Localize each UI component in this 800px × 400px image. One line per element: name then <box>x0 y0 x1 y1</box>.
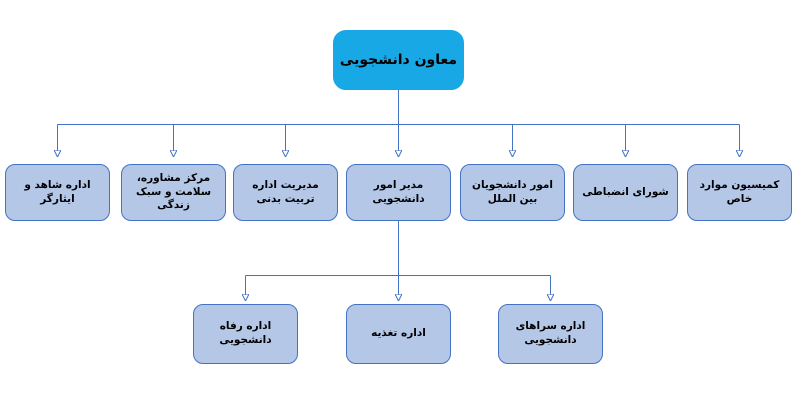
node-disciplinary-council <box>573 164 678 221</box>
node-student-affairs-director <box>346 164 451 221</box>
node-label: اداره سراهای دانشجویی <box>515 320 586 346</box>
node-international-students-affairs <box>460 164 565 221</box>
node-label: کمیسیون موارد خاص <box>699 178 780 205</box>
node-label: اداره رفاه دانشجویی <box>219 320 272 346</box>
node-label: شورای انضباطی <box>582 185 669 198</box>
node-label: اداره شاهد و ایثارگر <box>24 178 91 205</box>
node-student-dormitories-office <box>498 304 603 364</box>
node-student-welfare-office <box>193 304 298 364</box>
node-special-cases-commission <box>687 164 792 221</box>
node-label: مدیر امور دانشجویی <box>372 178 425 205</box>
node-nutrition-office <box>346 304 451 364</box>
node-student-deputy <box>333 30 464 90</box>
node-counseling-health-lifestyle-center <box>121 164 226 221</box>
node-label: معاون دانشجویی <box>339 51 458 68</box>
node-label: امور دانشجویان بین الملل <box>472 178 553 205</box>
node-shahed-isargar-office <box>5 164 110 221</box>
node-label: مرکز مشاوره، سلامت و سبک زندگی <box>135 172 212 212</box>
node-label: اداره تغذیه <box>371 327 426 340</box>
node-label: مدیریت اداره تربیت بدنی <box>252 178 319 205</box>
node-physical-education-management <box>233 164 338 221</box>
